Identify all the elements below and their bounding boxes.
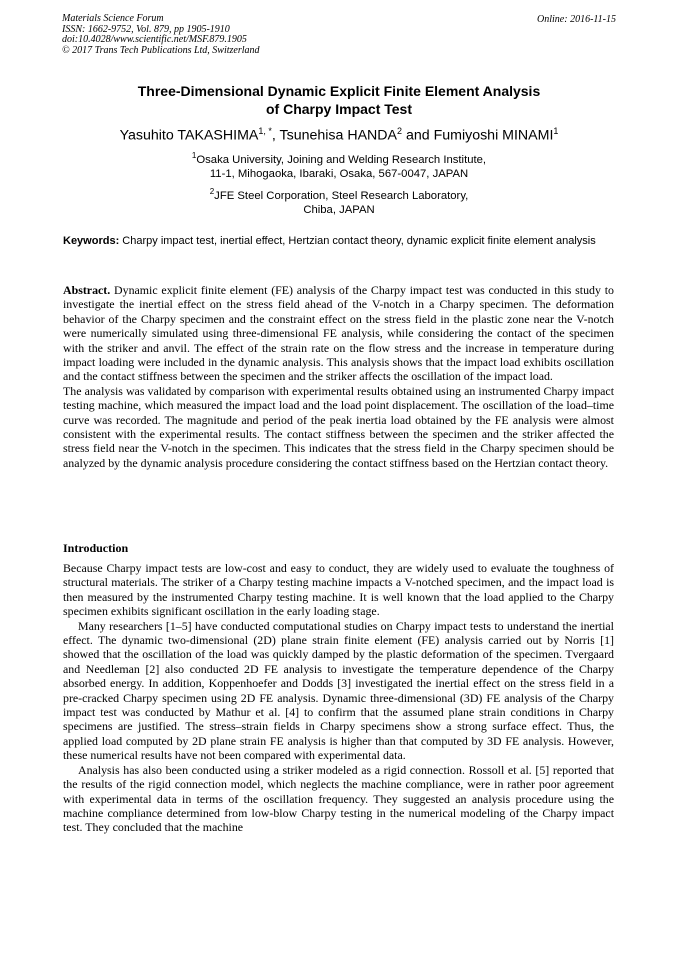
affiliation-1-sup: 1 [191, 151, 197, 160]
author-list [62, 122, 616, 145]
affiliation-2-line-2: Chiba, JAPAN [303, 204, 375, 217]
keywords-label: Keywords: [63, 235, 120, 247]
abstract [63, 283, 614, 470]
intro-paragraph-1: Because Charpy impact tests are low-cost and easy to conduct, they are widely used to evaluate the toughness of structural materials. The striker of a Charpy testing machine impacts a V-notched specimen, and the impact load is then measured by the instrumented Charpy testing machine. It is well known that the load applied to the Charpy specimen exhibits significant oscillation in the early loading stage. [63, 561, 614, 619]
author-1: Yasuhito TAKASHIMA [119, 127, 259, 144]
online-date: Online: 2016-11-15 [537, 14, 616, 25]
section-heading-introduction: Introduction [63, 541, 129, 555]
keywords-text: Charpy impact test, inertial effect, Hertzian contact theory, dynamic explicit finite element analysis [119, 235, 596, 247]
abstract-paragraph-1 [63, 283, 614, 384]
journal-name: Materials Science Forum [62, 13, 164, 24]
affiliation-2-line-1: JFE Steel Corporation, Steel Research Laboratory, [214, 189, 469, 202]
author-2: , Tsunehisa HANDA [271, 127, 397, 144]
author-3: and Fumiyoshi MINAMI [402, 127, 554, 144]
abstract-label: Abstract. [63, 283, 111, 297]
abstract-text-1: Dynamic explicit finite element (FE) analysis of the Charpy impact test was conducted in this study to investigate the inertial effect on the stress field ahead of the V-notch in a Charpy specimen. The deformation behavior of the Charpy specimen and the constraint effect on the stress field in the plastic zone near the V-notch were numerically simulated using three-dimensional FE analysis, while considering the contact of the specimen with the striker and anvil. The effect of the strain rate on the flow stress and the increase in temperature during impact loading were included in the dynamic analysis. This analysis shows that the impact load exhibits oscillation and the contact stiffness between the specimen and the striker affects the oscillation of the impact load. [63, 283, 614, 384]
intro-paragraph-2: Many researchers [1–5] have conducted computational studies on Charpy impact tests to understand the inertial effect. The dynamic two-dimensional (2D) plane strain finite element (FE) analysis carried out by Norris [1] showed that the oscillation of the load was quickly damped by the plastic deformation of the specimen. Tvergaard and Needleman [2] also conducted 2D FE analysis to investigate the temperature dependence of the Charpy absorbed energy. In addition, Koppenhoefer and Dodds [3] investigated the inertial effect on the stress field in a pre-cracked Charpy specimen using 2D FE analysis. Dynamic three-dimensional (3D) FE analysis of the Charpy impact test was conducted by Mathur et al. [4] to confirm that the assumed plane strain conditions in Charpy specimens are justified. The stress–strain fields in Charpy specimens show a strong surface effect. Thus, the applied load computed by 2D plane strain FE analysis is higher than that computed by 3D FE analysis. However, these numerical results have not been compared with experimental data. [63, 618, 614, 763]
title-line-1: Three-Dimensional Dynamic Explicit Finite Element Analysis [137, 83, 541, 99]
journal-issn: ISSN: 1662-9752, Vol. 879, pp 1905-1910 [62, 23, 230, 35]
affiliation-2 [62, 185, 616, 218]
affiliation-1 [62, 149, 616, 182]
intro-paragraph-3: Analysis has also been conducted using a striker modeled as a rigid connection. Rossoll et al. [5] reported that the results of the rigid connection model, which neglects the machine compliance, were in rather poor agreement with experimental data in terms of the oscillation frequency. They suggested an analysis procedure using the machine compliance determined from low-blow Charpy testing in the numerical modeling of the Charpy impact test. They concluded that the machine [63, 762, 614, 835]
author-1-affil: 1, * [258, 126, 272, 136]
author-2-affil: 2 [397, 126, 403, 136]
journal-header [62, 14, 260, 56]
affiliation-1-line-1: Osaka University, Joining and Welding Research Institute, [196, 153, 487, 166]
paper-title [62, 82, 616, 118]
journal-copyright: © 2017 Trans Tech Publications Ltd, Switzerland [62, 44, 260, 56]
journal-doi: doi:10.4028/www.scientific.net/MSF.879.1905 [62, 34, 247, 46]
keywords [63, 235, 614, 249]
affiliation-2-sup: 2 [209, 187, 215, 196]
abstract-paragraph-2: The analysis was validated by comparison with experimental results obtained using an instrumented Charpy impact testing machine, which measured the impact load and the load point displacement. The oscillation of the load–time curve was recorded. The magnitude and period of the peak inertia load obtained by the FE analysis were almost consistent with the experimental results. The contact stiffness between the specimen and the striker affected the stress field near the V-notch in the specimen. This indicates that the stress field in the Charpy specimen should be analyzed by the dynamic analysis procedure considering the contact stiffness based on the Hertzian contact theory. [63, 383, 614, 470]
title-line-2: of Charpy Impact Test [266, 101, 412, 117]
affiliation-1-line-2: 11-1, Mihogaoka, Ibaraki, Osaka, 567-0047, JAPAN [209, 168, 469, 181]
author-3-affil: 1 [553, 126, 559, 136]
introduction-body [63, 561, 614, 835]
